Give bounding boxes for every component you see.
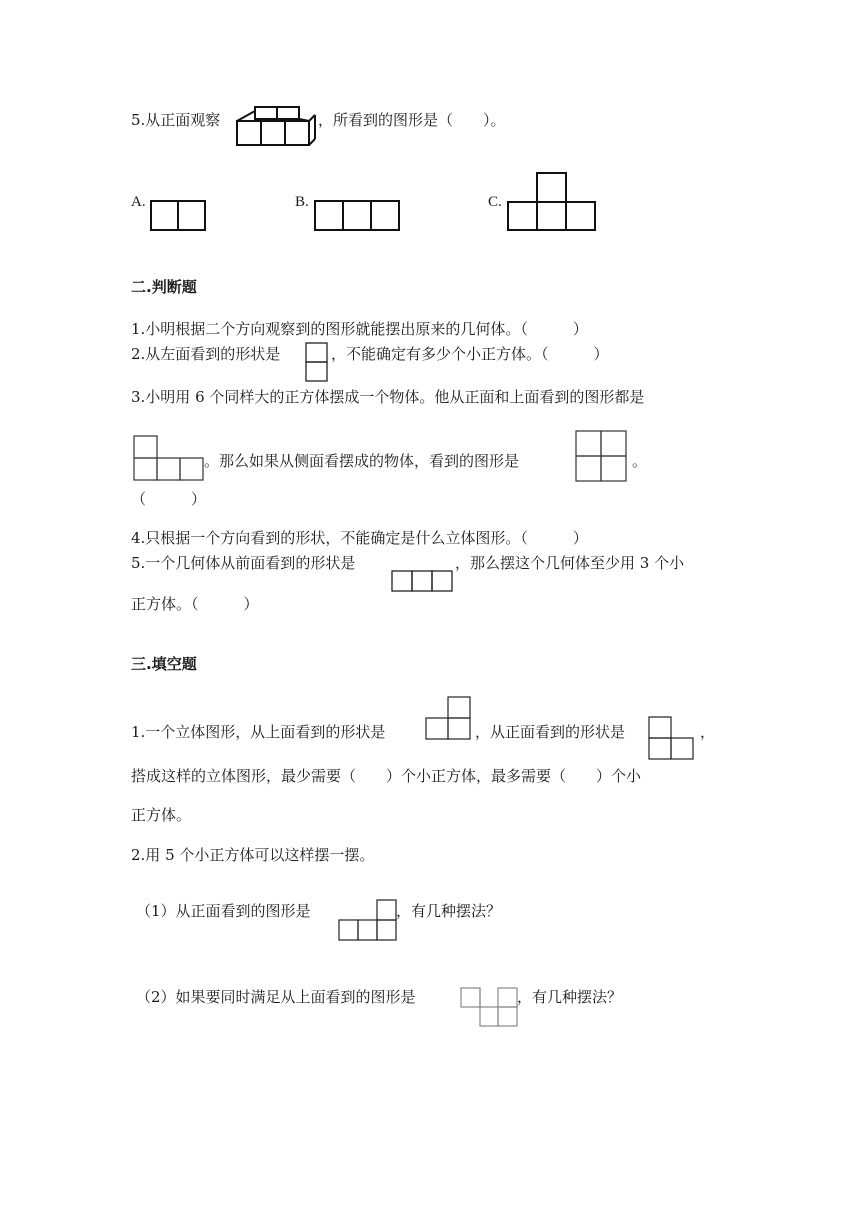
judgment-q3-end: 。 (632, 452, 648, 470)
judgment-q3-mid: 。那么如果从侧面看摆成的物体，看到的图形是 (204, 452, 520, 470)
fill-q2-sub2-suffix: ，有几种摆法？ (517, 988, 623, 1006)
fill-q1-front-view-figure (648, 716, 698, 762)
cube-stack-figure (235, 105, 319, 149)
option-c-figure (507, 172, 597, 232)
fill-q1-mid: ，从正面看到的形状是 (475, 723, 626, 741)
option-c-label: C. (488, 194, 502, 210)
option-b-figure (314, 200, 402, 232)
judgment-q3-side-figure (575, 430, 629, 484)
section-heading-fill-in: 三.填空题 (131, 655, 197, 673)
fill-q1-top-view-figure (425, 696, 475, 742)
fill-q2-sub2-figure (460, 987, 520, 1031)
judgment-q5-line2: 正方体。（ ） (131, 595, 259, 613)
judgment-q2-prefix: 2.从左面看到的形状是 (131, 345, 281, 363)
fill-q1-line2: 搭成这样的立体图形，最少需要（ ）个小正方体，最多需要（ ）个小 (131, 767, 642, 785)
choice-q5-prefix: 5.从正面观察 (131, 111, 221, 129)
fill-q2: 2.用 5 个小正方体可以这样摆一摆。 (131, 846, 375, 864)
judgment-q1: 1.小明根据二个方向观察到的图形就能摆出原来的几何体。（ ） (131, 320, 588, 338)
judgment-q3-front-top-figure (133, 435, 207, 483)
judgment-q4: 4.只根据一个方向看到的形状，不能确定是什么立体图形。（ ） (131, 529, 588, 547)
judgment-q5-suffix: ，那么摆这个几何体至少用 3 个小 (455, 554, 685, 572)
judgment-q2-figure (305, 342, 331, 384)
fill-q2-sub2-prefix: （2）如果要同时满足从上面看到的图形是 (136, 988, 416, 1006)
judgment-q5-prefix: 5.一个几何体从前面看到的形状是 (131, 554, 356, 572)
option-a-label: A. (131, 194, 146, 210)
option-b-label: B. (295, 194, 309, 210)
option-a-figure (150, 200, 208, 232)
judgment-q2-suffix: ，不能确定有多少个小正方体。（ ） (331, 345, 609, 363)
fill-q1-line3: 正方体。 (131, 806, 192, 824)
fill-q2-sub1-prefix: （1）从正面看到的图形是 (136, 902, 311, 920)
judgment-q3-paren: （ ） (131, 490, 207, 508)
fill-q2-sub1-figure (338, 899, 400, 943)
fill-q2-sub1-suffix: ，有几种摆法？ (396, 902, 502, 920)
fill-q1-end: ， (700, 723, 716, 741)
judgment-q5-figure (391, 570, 457, 594)
fill-q1-prefix: 1.一个立体图形，从上面看到的形状是 (131, 723, 386, 741)
section-heading-judgment: 二.判断题 (131, 278, 197, 296)
choice-q5-suffix: ，所看到的图形是（ ）。 (318, 111, 506, 129)
judgment-q3-line1: 3.小明用 6 个同样大的正方体摆成一个物体。他从正面和上面看到的图形都是 (131, 388, 645, 406)
